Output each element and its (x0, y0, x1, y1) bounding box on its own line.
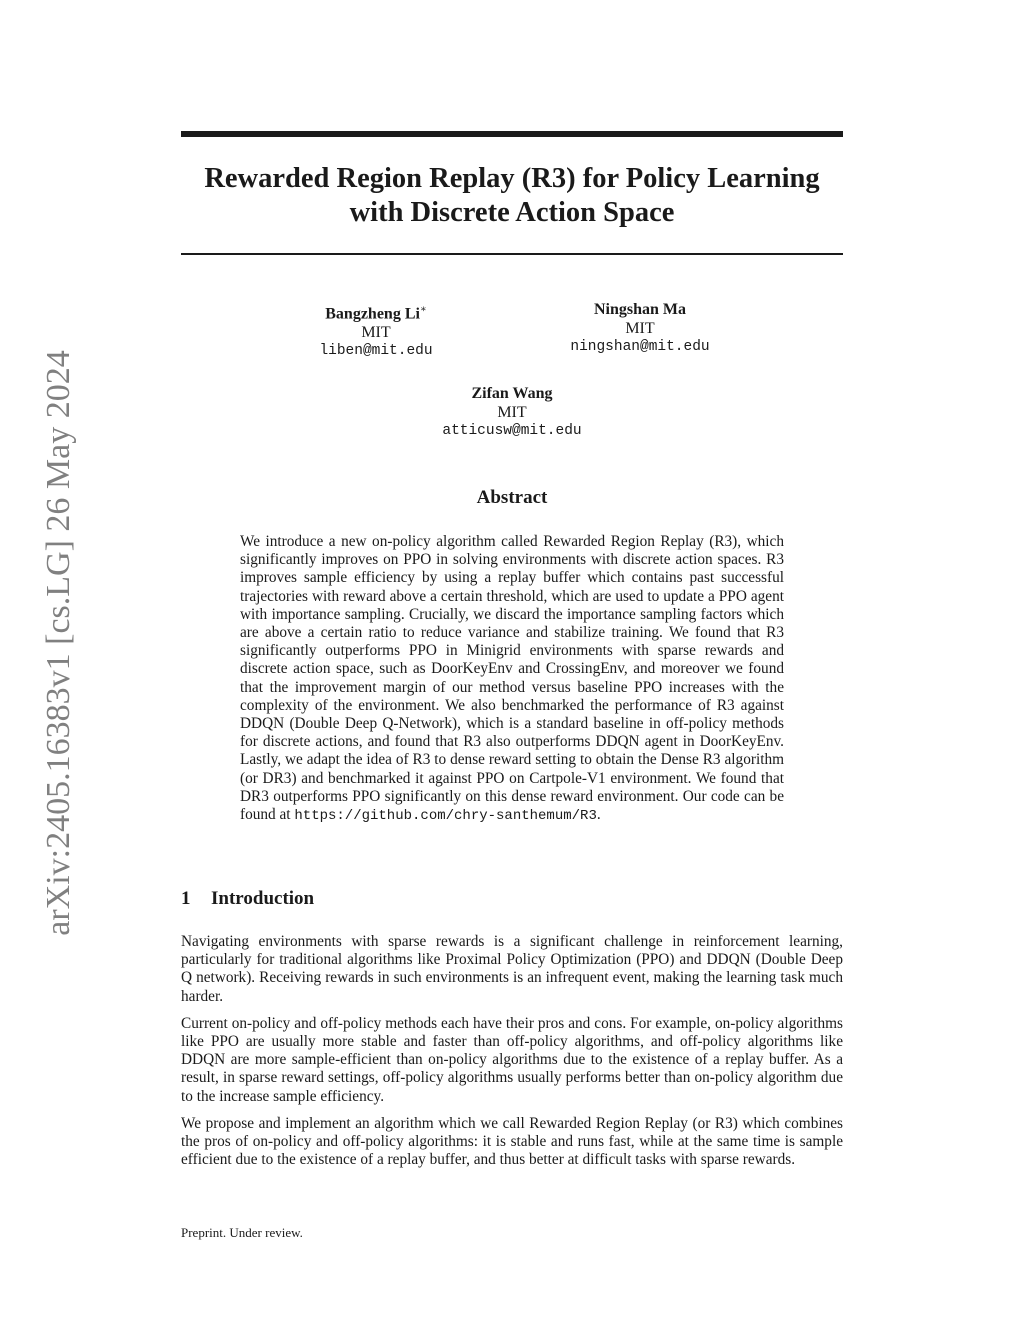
author-block (270, 300, 482, 361)
author-block (540, 300, 740, 357)
abstract-heading: Abstract (476, 487, 548, 508)
paper-title (181, 162, 843, 230)
footer-note: Preprint. Under review. (181, 1225, 303, 1240)
author-email: ningshan@mit.edu (570, 339, 710, 355)
title-line: Rewarded Region Replay (R3) for Policy Learning (204, 163, 820, 194)
author-name: Bangzheng Li∗ (325, 304, 427, 323)
code-url[interactable]: https://github.com/chry-santhemum/R3 (294, 808, 597, 825)
author-affiliation: MIT (497, 404, 527, 421)
arxiv-side-stamp: arXiv:2405.16383v1 [cs.LG] 26 May 2024 (40, 350, 77, 936)
section-title: Introduction (211, 888, 315, 909)
title-rule-bottom (181, 253, 843, 255)
section-number: 1 (181, 888, 191, 909)
author-block (412, 384, 612, 441)
paragraph: Current on-policy and off-policy methods each have their pros and cons. For example, on-policy algorithms like PPO are usually more stable and faster than off-policy algorithms, and off-policy algorithms like DDQN are more sample-efficient than on-policy algorithms due to the existence of a replay buffer. As a result, in sparse reward settings, off-policy algorithms usually performs better than on-policy algorithm due to the increase sample efficiency. (181, 1014, 843, 1105)
author-email: atticusw@mit.edu (442, 423, 582, 439)
paragraph: Navigating environments with sparse rewards is a significant challenge in reinforcement learning, particularly for traditional algorithms like Proximal Policy Optimization (PPO) and DDQN (Double Deep Q network). Receiving rewards in such environments is an infrequent event, making the learning task much harder. (181, 933, 843, 1005)
title-rule-top (181, 131, 843, 137)
author-email: liben@mit.edu (319, 343, 433, 360)
author-footnote-mark: ∗ (419, 304, 427, 315)
author-name: Zifan Wang (471, 385, 553, 402)
author-affiliation: MIT (361, 324, 391, 342)
paragraph: We propose and implement an algorithm which we call Rewarded Region Replay (or R3) which combines the pros of on-policy and off-policy algorithms: it is stable and runs fast, while at the same time is sample efficient due to the existence of a replay buffer, and thus better at difficult tasks with sparse rewards. (181, 1114, 843, 1169)
section-heading-introduction (181, 887, 314, 911)
title-line: with Discrete Action Space (349, 197, 675, 228)
author-name: Ningshan Ma (593, 301, 687, 318)
author-affiliation: MIT (625, 320, 655, 337)
abstract-text: We introduce a new on-policy algorithm called Rewarded Region Replay (R3), which significantly improves on PPO in solving environments with discrete action spaces. R3 improves sample efficiency by using a replay buffer which contains past successful trajectories with reward above a certain threshold, which are used to update a PPO agent with importance sampling. Crucially, we discard the importance sampling factors which are above a certain ratio to reduce variance and stabilize training. We found that R3 significantly outperforms PPO in Minigrid environments with sparse rewards and discrete action space, such as DoorKeyEnv and CrossingEnv, and moreover we found that the improvement margin of our method versus baseline PPO increases with the complexity of the environment. We also benchmarked the performance of R3 against DDQN (Double Deep Q-Network), which is a standard baseline in off-policy methods for discrete actions, and found that R3 also outperforms DDQN agent in DoorKeyEnv. Lastly, we adapt the idea of R3 to dense reward setting to obtain the Dense R3 algorithm (or DR3) and benchmarked it against PPO on Cartpole-V1 environment. We found that DR3 outperforms PPO significantly on this dense reward environment. Our code can be found at https://github.com/chry-santhemum/R3. (240, 533, 784, 825)
introduction-body (181, 933, 843, 1178)
